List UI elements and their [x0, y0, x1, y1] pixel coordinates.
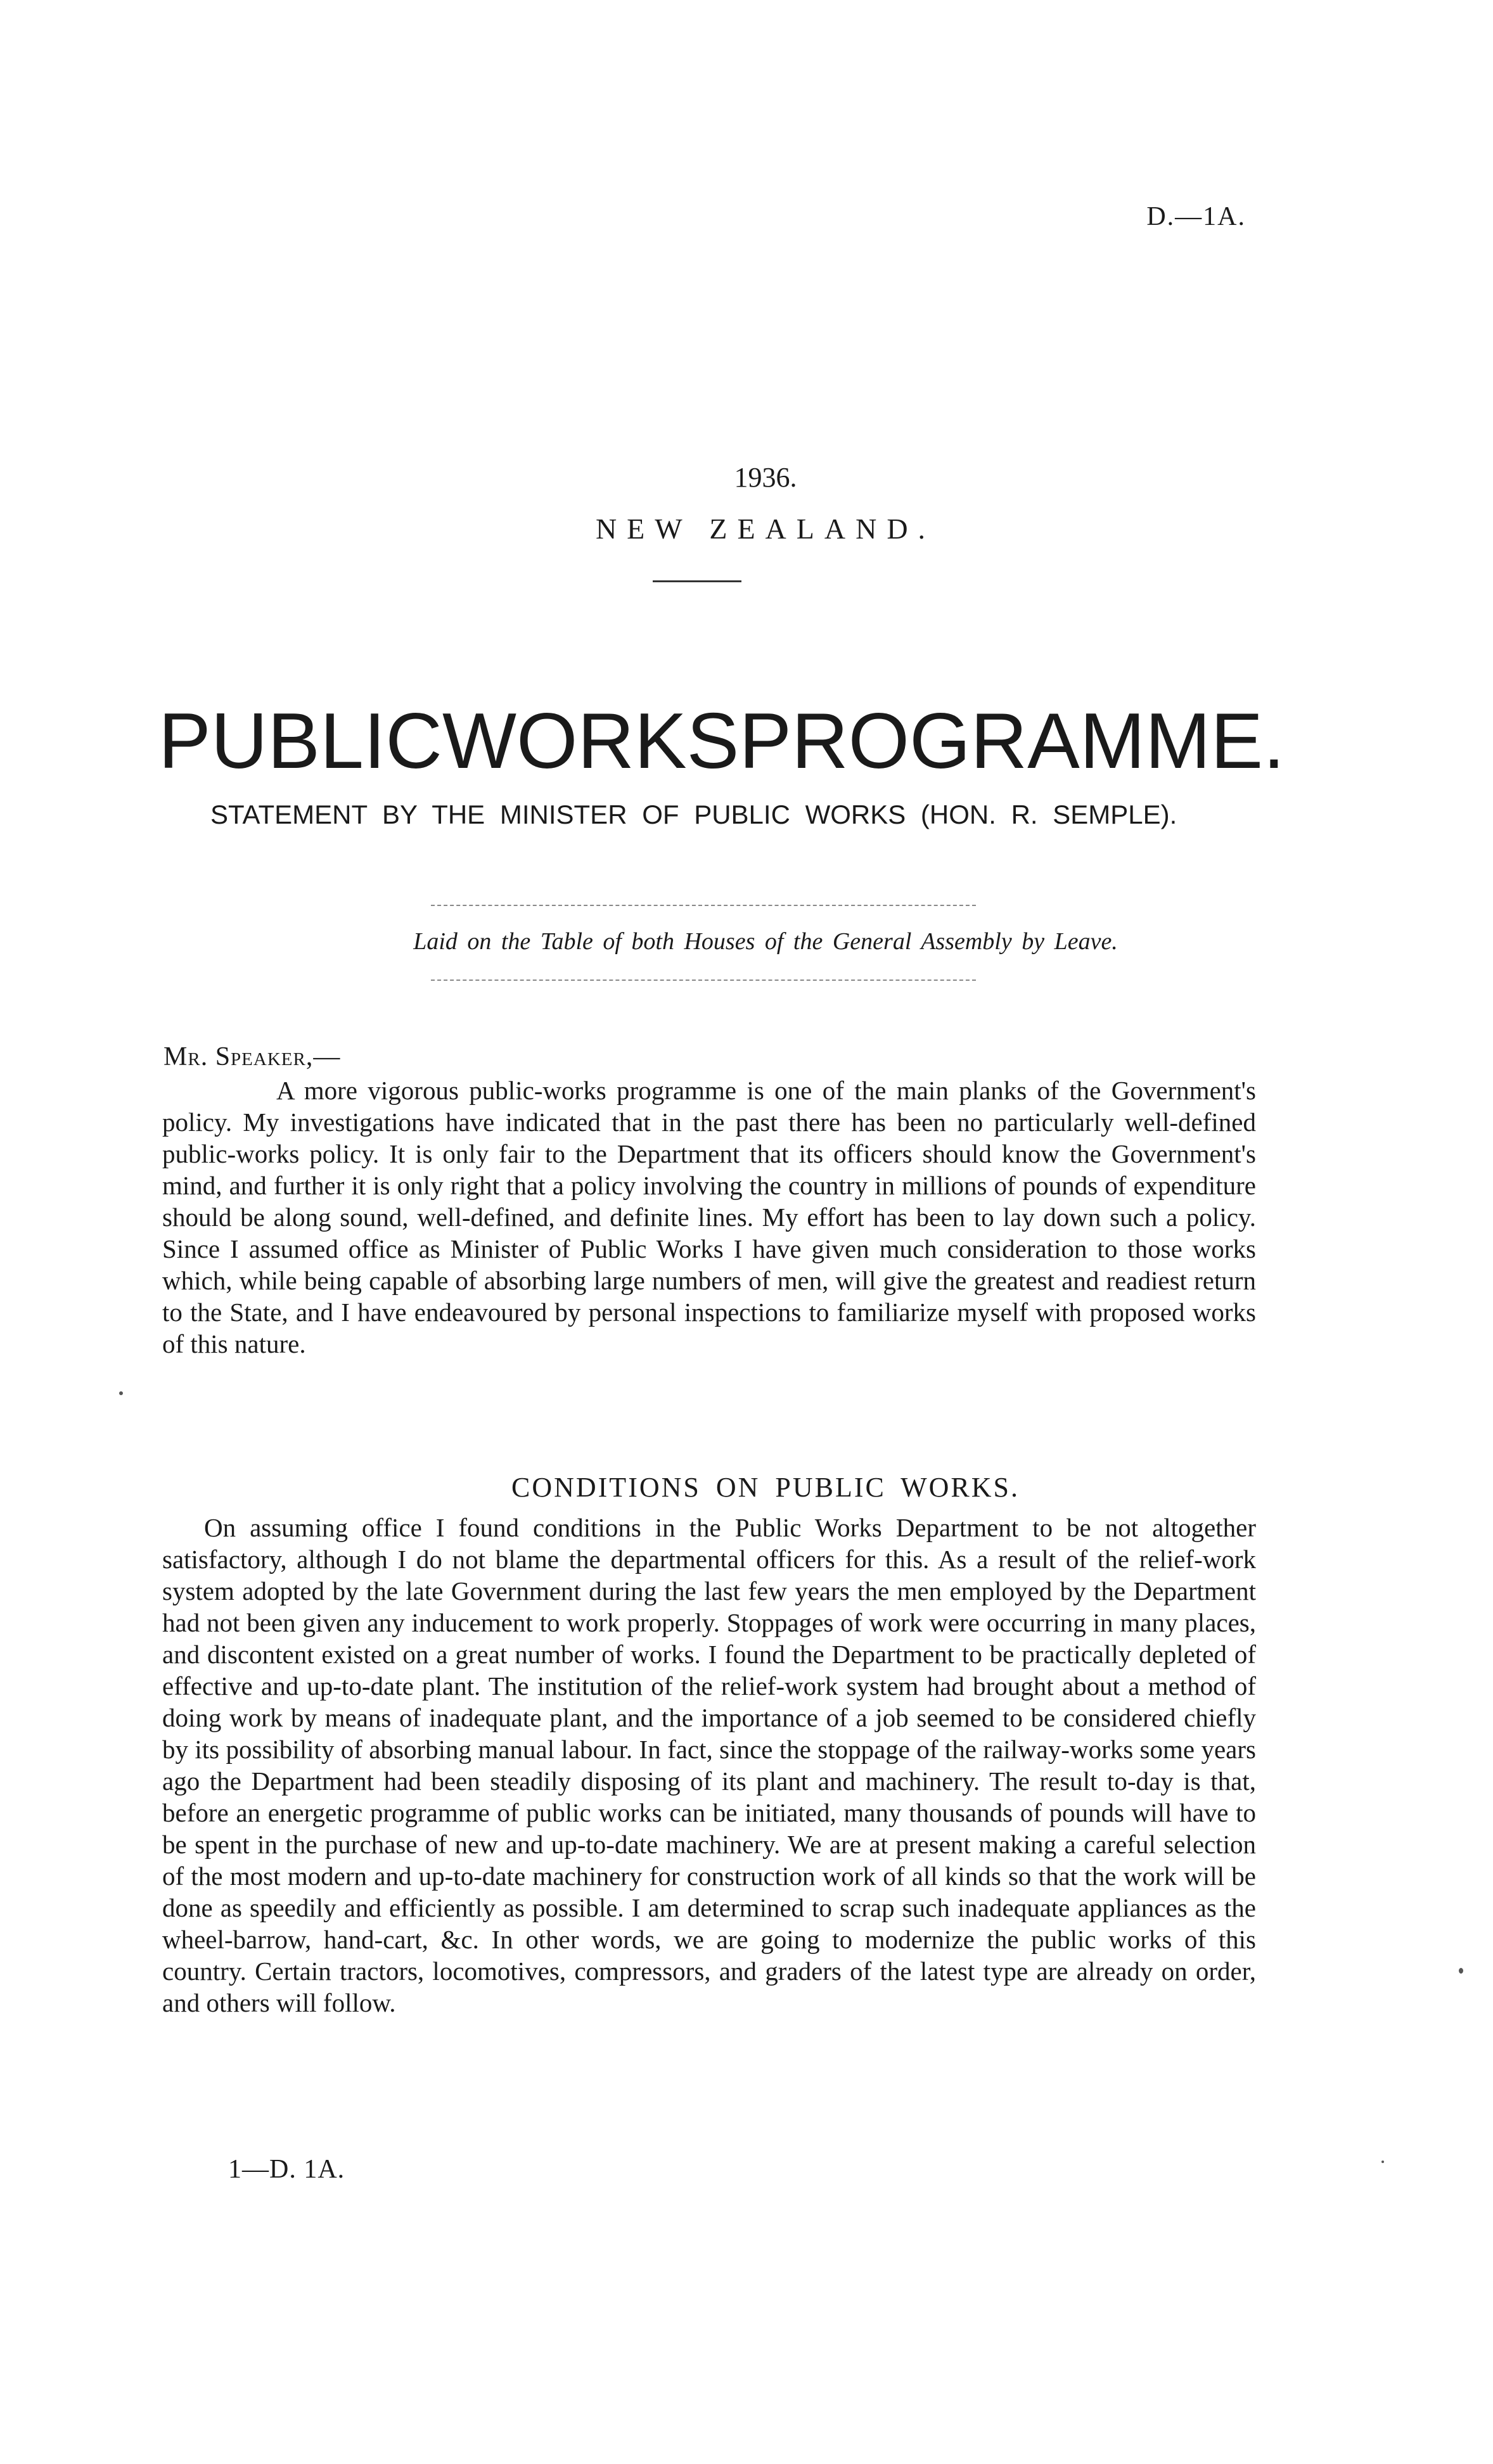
salutation: Mr. Speaker,— [163, 1042, 341, 1071]
page-title [158, 698, 1285, 785]
paragraph-intro: A more vigorous public-works programme is one of the main planks of the Government's policy. My investigations have indicated that in the past there has been no particularly well-defined public-works policy. It is only fair to the Department that its officers should know the Government's mind, and further it is only right that a policy involving the country in millions of pounds of expenditure should be along sound, well-defined, and definite lines. My effort has been to lay down such a policy. Since I assumed office as Minister of Public Works I have given much consideration to those works which, while being capable of absorbing large numbers of men, will give the greatest and readiest return to the State, and I have endeavoured by personal inspections to familiarize myself with proposed works of this nature. [162, 1076, 1256, 1358]
title-word-3: PROGRAMME. [739, 698, 1285, 785]
document-reference: D.—1A. [1146, 202, 1246, 231]
title-word-2: WORKS [442, 698, 740, 785]
upper-dashed-rule [431, 905, 976, 906]
page-signature: 1—D. 1A. [228, 2155, 345, 2184]
title-word-1: PUBLIC [158, 698, 442, 785]
country-heading: NEW ZEALAND. [595, 513, 936, 545]
lower-dashed-rule [431, 980, 976, 981]
laid-on-table-note: Laid on the Table of both Houses of the General Assembly by Leave. [413, 928, 1118, 955]
print-speck [1459, 1968, 1463, 1974]
print-speck [1381, 2161, 1384, 2163]
title-divider [653, 580, 741, 582]
year-heading: 1936. [734, 462, 797, 493]
page-subtitle: STATEMENT BY THE MINISTER OF PUBLIC WORKS (HON. R. SEMPLE). [210, 800, 1177, 829]
section-heading: CONDITIONS ON PUBLIC WORKS. [511, 1472, 1020, 1503]
print-speck [119, 1391, 123, 1395]
paragraph-conditions: On assuming office I found conditions in the Public Works Department to be not altogether satisfactory, although I do not blame the departmental officers for this. As a result of the relief-work system adopted by the late Government during the last few years the men employed by the Department had not been given any inducement to work properly. Stoppages of work were occurring in many places, and discontent existed on a great number of works. I found the Department to be practically depleted of effective and up-to-date plant. The institution of the relief-work system had brought about a method of doing work by means of inadequate plant, and the importance of a job seemed to be considered chiefly by its possibility of absorbing manual labour. In fact, since the stoppage of the railway-works some years ago the Department had been steadily disposing of its plant and machinery. The result to-day is that, before an energetic programme of public works can be initiated, many thousands of pounds will have to be spent in the purchase of new and up-to-date machinery. We are at present making a careful selection of the most modern and up-to-date machinery for construction work of all kinds so that the work will be done as speedily and efficiently as possible. I am determined to scrap such inadequate appliances as the wheel-barrow, hand-cart, &c. In other words, we are going to modernize the public works of this country. Certain tractors, locomotives, compressors, and graders of the latest type are already on order, and others will follow. [162, 1513, 1256, 2017]
